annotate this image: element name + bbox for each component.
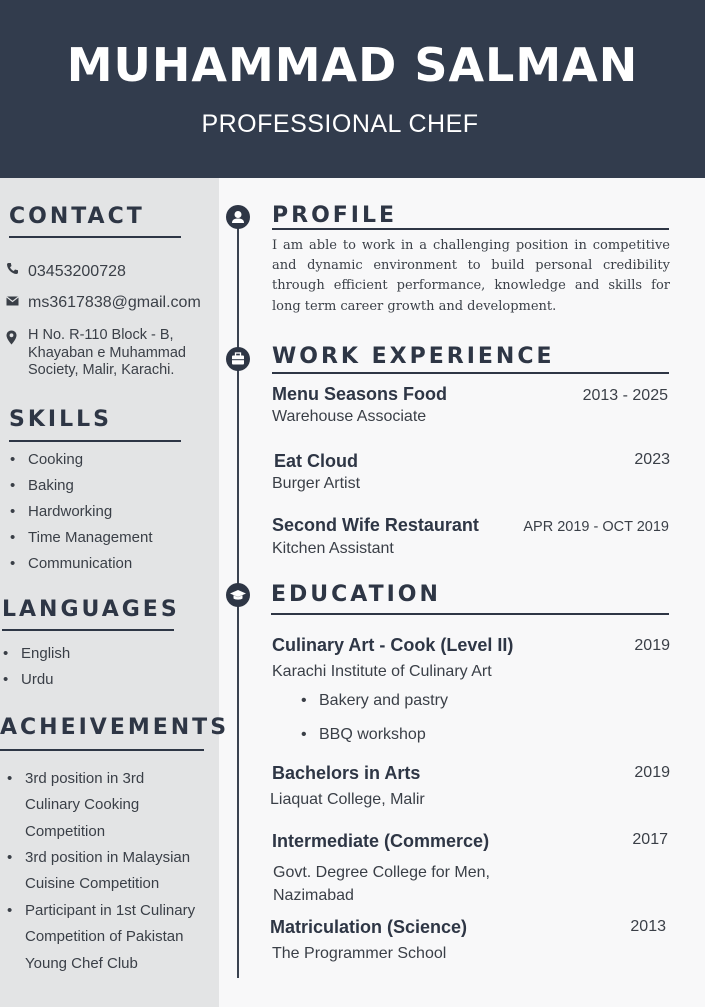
job-company: Eat Cloud bbox=[274, 451, 358, 471]
job-dates: 2023 bbox=[634, 451, 670, 468]
contact-rule bbox=[9, 236, 181, 238]
education-bullet: • BBQ workshop bbox=[319, 726, 426, 744]
education-school: The Programmer School bbox=[272, 945, 447, 962]
achievement-item bbox=[25, 898, 215, 977]
profile-title: PROFILE bbox=[272, 203, 398, 228]
job-position: Warehouse Associate bbox=[272, 408, 427, 425]
language-item: • English bbox=[21, 645, 70, 662]
education-year: 2017 bbox=[632, 831, 668, 848]
contact-title: CONTACT bbox=[9, 204, 145, 229]
contact-email: ms3617838@gmail.com bbox=[28, 294, 201, 311]
achievements-title: ACHEIVEMENTS bbox=[0, 715, 230, 740]
achievement-line: • 3rd position in Malaysian bbox=[25, 849, 191, 866]
contact-phone: 03453200728 bbox=[28, 263, 126, 280]
education-degree: Culinary Art - Cook (Level II) bbox=[272, 635, 514, 655]
languages-title: LANGUAGES bbox=[2, 597, 180, 622]
skills-rule bbox=[9, 440, 181, 442]
education-degree: Bachelors in Arts bbox=[272, 763, 421, 783]
job-company: Second Wife Restaurant bbox=[272, 515, 479, 535]
skills-title: SKILLS bbox=[9, 407, 112, 432]
job-position: Burger Artist bbox=[272, 475, 361, 492]
address-line: Khayaban e Muhammad bbox=[28, 344, 186, 361]
skill-item: • Cooking bbox=[28, 451, 83, 468]
education-bullet: • Bakery and pastry bbox=[319, 692, 448, 710]
skill-item: • Time Management bbox=[28, 529, 153, 546]
work-title: WORK EXPERIENCE bbox=[272, 344, 555, 369]
education-year: 2013 bbox=[630, 918, 666, 935]
achievement-line: Culinary Cooking bbox=[25, 796, 140, 814]
education-year: 2019 bbox=[634, 764, 670, 781]
person-icon bbox=[226, 205, 250, 229]
location-icon bbox=[6, 330, 17, 345]
education-school-line: Nazimabad bbox=[273, 887, 354, 904]
achievement-line: Competition of Pakistan bbox=[25, 928, 184, 946]
person-name: MUHAMMAD SALMAN bbox=[66, 38, 639, 92]
skill-item: • Hardworking bbox=[28, 503, 112, 520]
header-banner bbox=[0, 0, 705, 178]
achievement-line: • Participant in 1st Culinary bbox=[25, 902, 196, 919]
job-company: Menu Seasons Food bbox=[272, 384, 448, 404]
education-rule bbox=[271, 613, 669, 615]
education-degree: Intermediate (Commerce) bbox=[272, 831, 490, 851]
language-item: • Urdu bbox=[21, 671, 54, 688]
address-line: H No. R-110 Block - B, bbox=[28, 327, 174, 343]
briefcase-icon bbox=[226, 347, 250, 371]
skill-item: • Baking bbox=[28, 477, 74, 494]
mail-icon bbox=[6, 296, 19, 306]
address-line: Society, Malir, Karachi. bbox=[28, 362, 175, 378]
achievement-item bbox=[25, 845, 215, 898]
skill-item: • Communication bbox=[28, 555, 132, 572]
education-school: Karachi Institute of Culinary Art bbox=[272, 663, 492, 680]
achievements-rule bbox=[0, 749, 204, 751]
education-year: 2019 bbox=[634, 637, 670, 654]
achievement-line: Cuisine Competition bbox=[25, 875, 160, 893]
achievement-line: Competition bbox=[25, 822, 106, 840]
education-degree: Matriculation (Science) bbox=[270, 917, 468, 937]
achievement-item bbox=[25, 766, 215, 845]
achievement-line: • 3rd position in 3rd bbox=[25, 770, 145, 787]
job-role: PROFESSIONAL CHEF bbox=[201, 110, 479, 138]
work-rule bbox=[272, 372, 669, 374]
education-school bbox=[273, 861, 490, 907]
education-school: Liaquat College, Malir bbox=[270, 791, 425, 808]
education-school-line: Govt. Degree College for Men, bbox=[273, 864, 490, 881]
job-dates: 2013 - 2025 bbox=[582, 387, 668, 404]
phone-icon bbox=[6, 262, 19, 275]
achievement-line: Young Chef Club bbox=[25, 954, 138, 972]
languages-rule bbox=[2, 629, 174, 631]
contact-address bbox=[28, 327, 186, 380]
job-position: Kitchen Assistant bbox=[272, 540, 394, 557]
education-title: EDUCATION bbox=[271, 582, 441, 607]
profile-rule bbox=[272, 228, 669, 230]
job-dates: APR 2019 - OCT 2019 bbox=[523, 519, 669, 535]
profile-text: I am able to work in a challenging position in competitive and dynamic environment to build personal credibility through efficient performance, knowledge and skills for long term career growth and development. bbox=[272, 238, 670, 314]
graduation-cap-icon bbox=[226, 583, 250, 607]
